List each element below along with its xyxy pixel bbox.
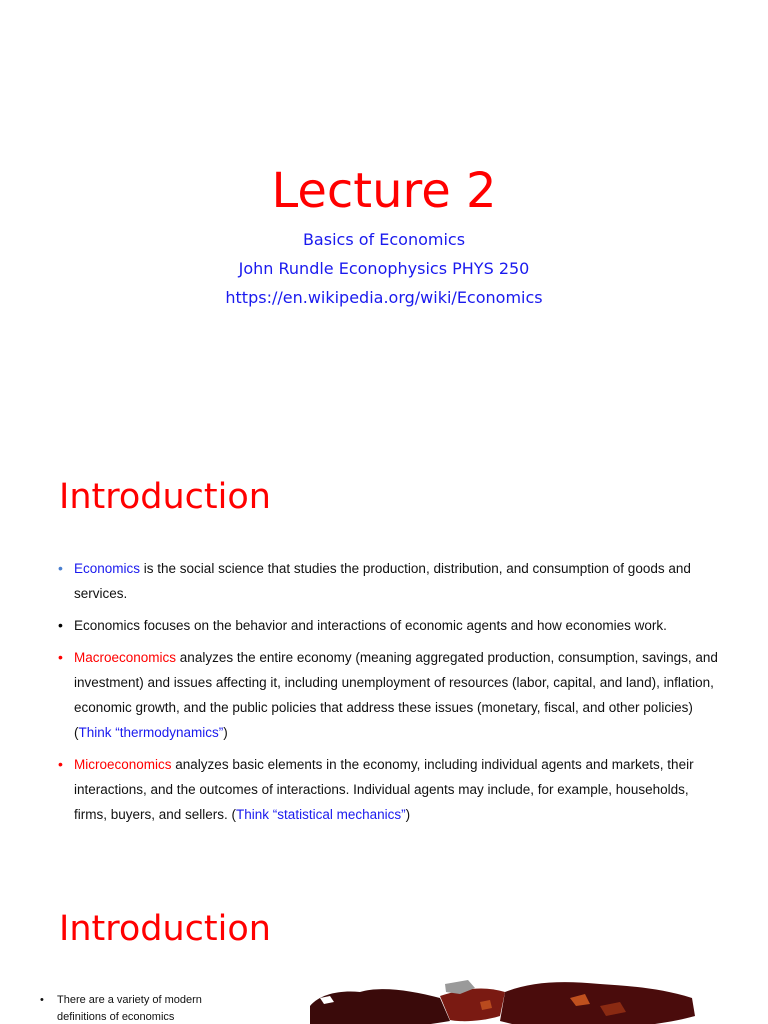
bullet-marker: • xyxy=(58,617,63,633)
bullet-text: There are a variety of modern definitions of economics xyxy=(57,994,202,1023)
bullet-text: analyzes the entire economy (meaning aggregated production, consumption, savings, and investment) and issues affecting it, including unemployment of resources (labor, capital, and land), inflation, economic growth, and the public policies that address these issues (monetary, fiscal, and other policies) ( xyxy=(74,650,718,740)
slide-heading: Introduction xyxy=(59,477,271,517)
bullet-text: is the social science that studies the production, distribution, and consumption of goods and services. xyxy=(74,561,691,601)
bullet-focus xyxy=(58,613,718,638)
economics-link[interactable]: Economics xyxy=(74,561,141,576)
introduction-slide xyxy=(0,432,768,864)
microeconomics-term: Microeconomics xyxy=(74,757,172,772)
bullet-list xyxy=(40,992,240,1024)
bullet-macroeconomics xyxy=(58,645,718,745)
slide-heading: Introduction xyxy=(59,909,271,949)
bullet-text: Economics focuses on the behavior and interactions of economic agents and how economies work. xyxy=(74,618,667,633)
bullet-marker: • xyxy=(40,994,44,1006)
wikipedia-link[interactable]: https://en.wikipedia.org/wiki/Economics xyxy=(225,288,543,307)
introduction-slide-2 xyxy=(0,864,768,1024)
subtitle-line-1: Basics of Economics xyxy=(302,230,466,249)
bullet-microeconomics xyxy=(58,752,718,827)
bullet-definitions xyxy=(40,992,240,1024)
bullet-economics xyxy=(58,556,718,606)
bullet-marker: • xyxy=(58,649,63,665)
bullet-close: ) xyxy=(223,725,228,740)
bullet-list xyxy=(58,556,718,834)
bullet-close: ) xyxy=(405,807,411,822)
world-map-image xyxy=(300,976,720,1024)
think-thermodynamics: Think “thermodynamics” xyxy=(78,725,224,740)
macroeconomics-term: Macroeconomics xyxy=(74,650,177,665)
title-slide xyxy=(0,0,768,432)
bullet-marker: • xyxy=(58,756,63,772)
bullet-text: analyzes basic elements in the economy, including individual agents and markets, their interactions, and the outcomes of interactions. Individual agents may include, for example, households, firms, buyers, and sellers. ( xyxy=(74,757,694,822)
think-statistical-mechanics: Think “statistical mechanics” xyxy=(236,807,406,822)
bullet-marker: • xyxy=(58,560,63,576)
subtitle-line-2: John Rundle Econophysics PHYS 250 xyxy=(238,259,530,278)
lecture-title: Lecture 2 xyxy=(271,163,497,219)
